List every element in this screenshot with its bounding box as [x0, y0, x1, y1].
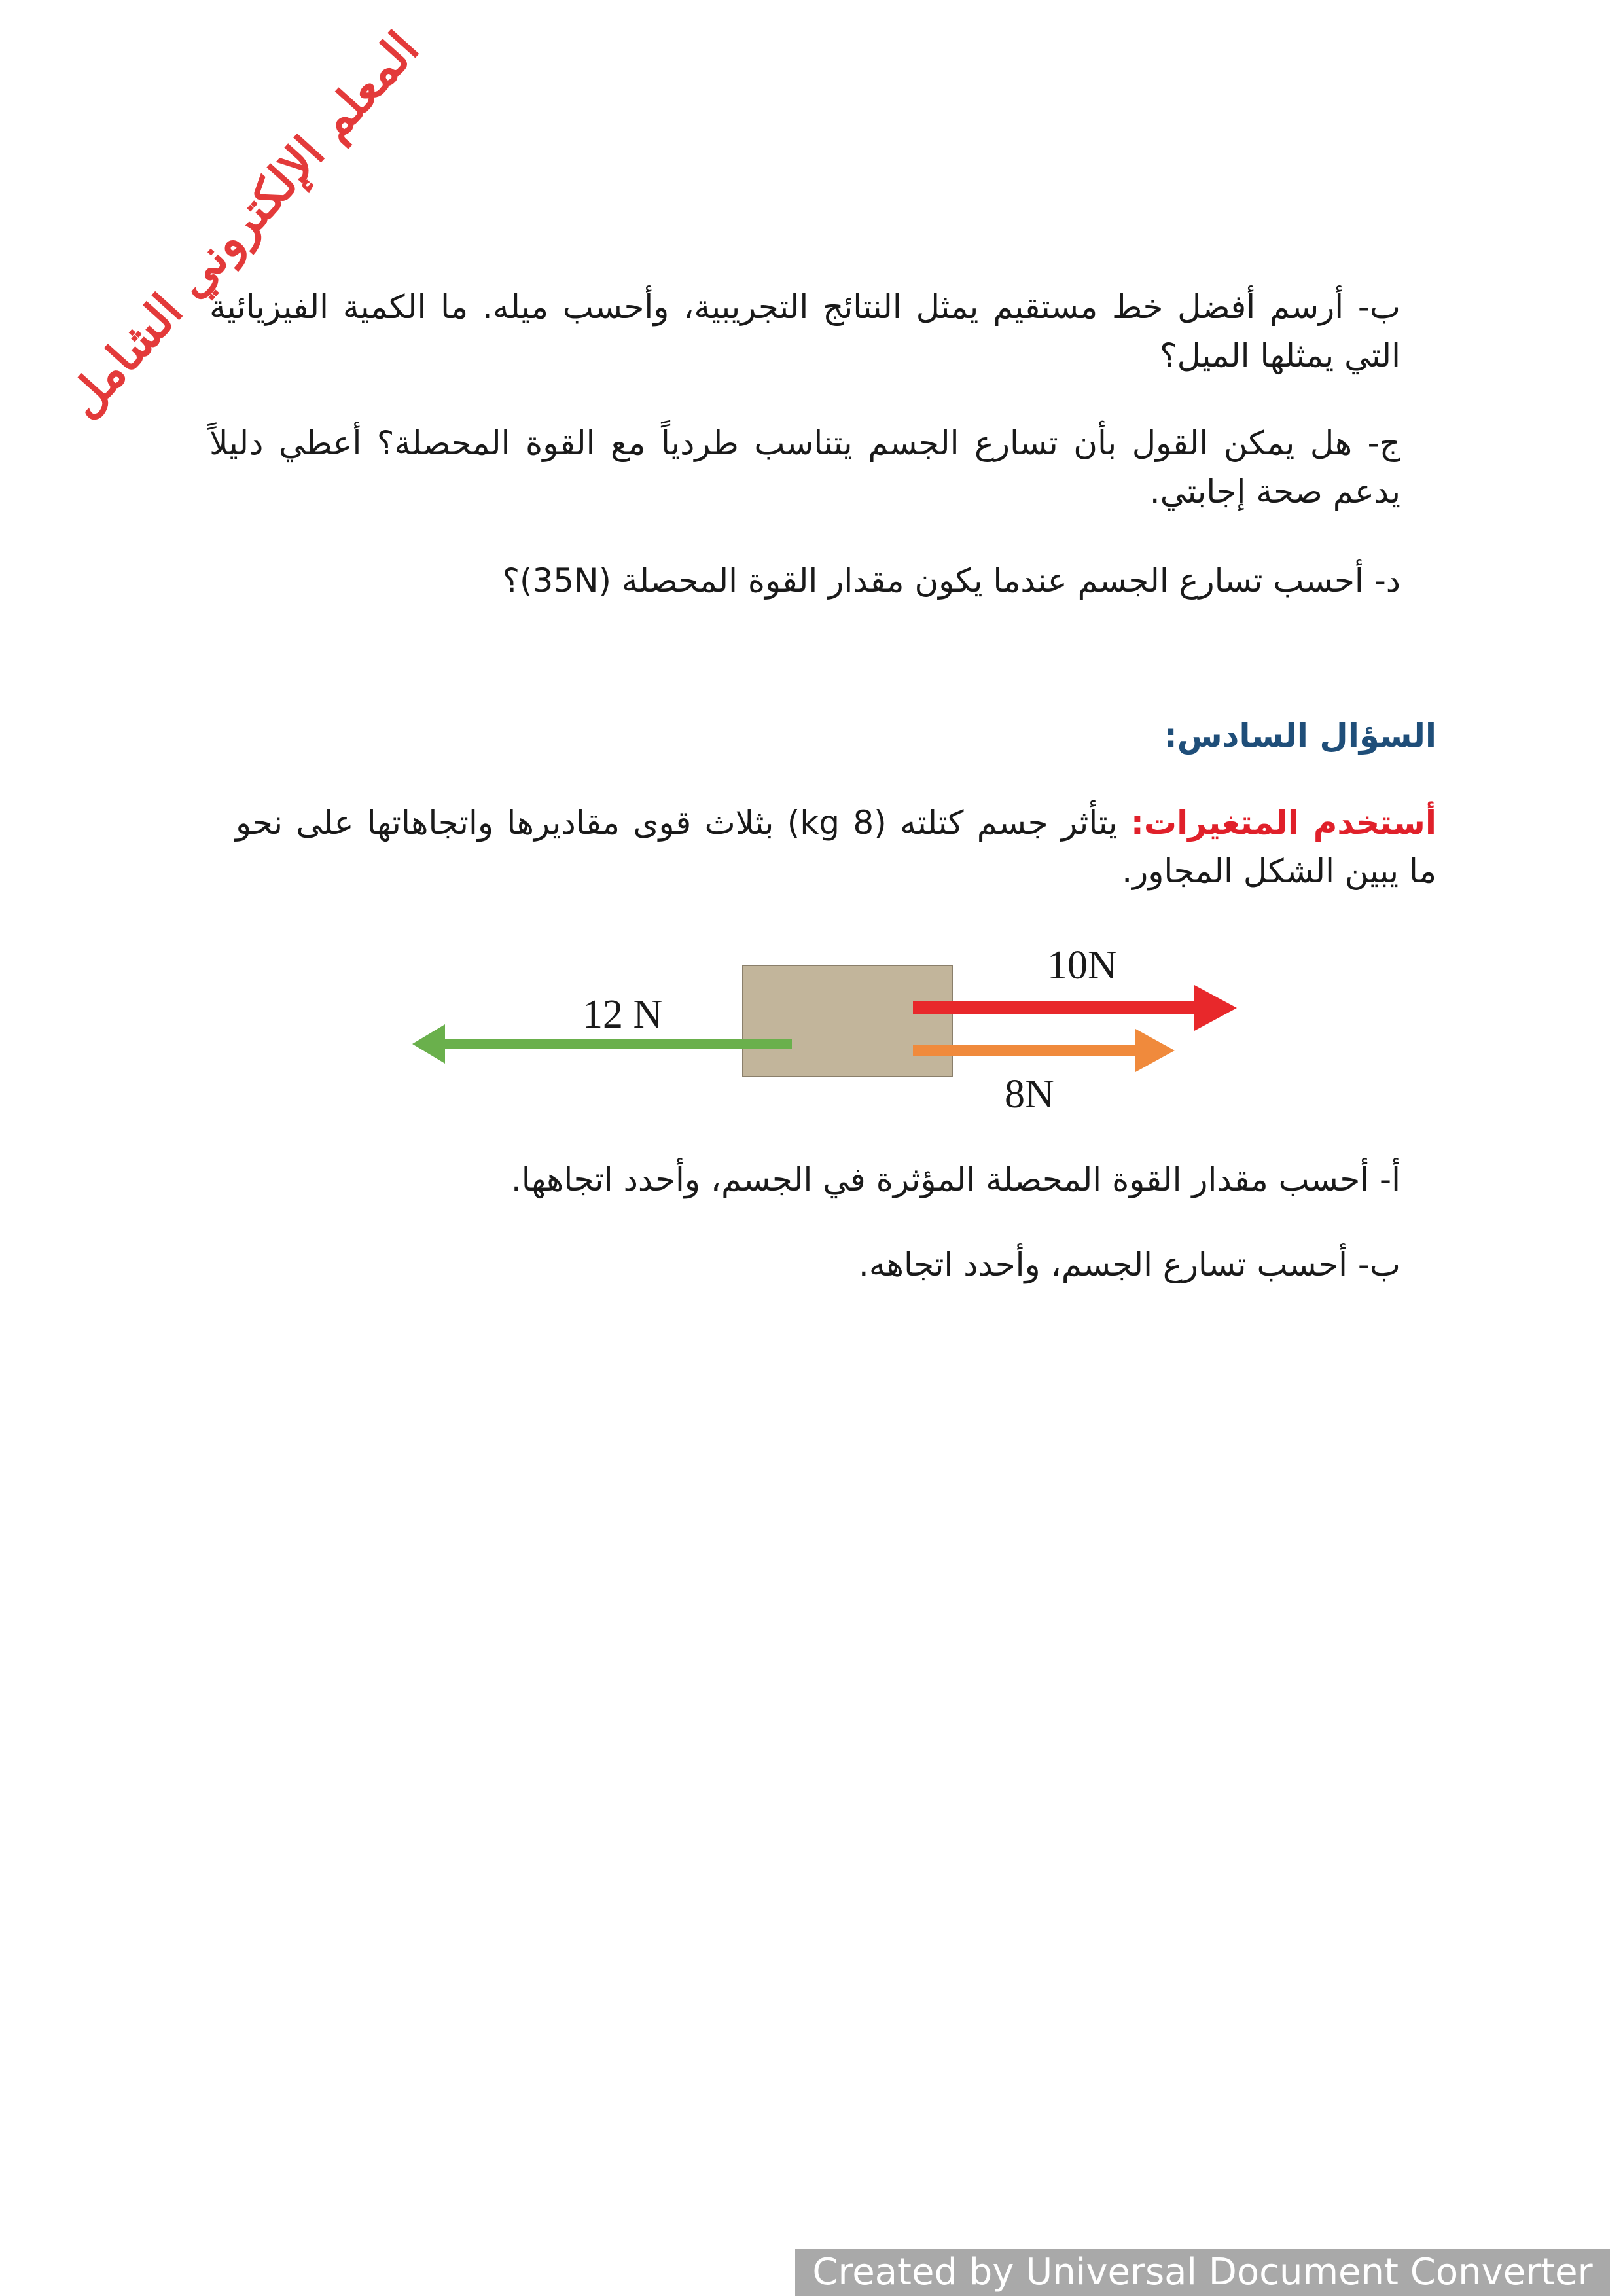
question-b: ب- أرسم أفضل خط مستقيم يمثل النتائج التجريبية، وأحسب ميله. ما الكمية الفيزيائية التي يمثلها الميل؟	[209, 288, 1400, 374]
question-six-a: أ- أحسب مقدار القوة المحصلة المؤثرة في الجسم، وأحدد اتجاهها.	[510, 1160, 1400, 1198]
question-six-title: السؤال السادس:	[1164, 717, 1436, 755]
force-diagram	[393, 936, 1243, 1132]
question-six-prompt	[236, 798, 1436, 895]
force-label-12n: 12 N	[582, 992, 663, 1037]
watermark-text: المعلم الإلكتروني الشامل	[54, 20, 429, 428]
force-label-8n: 8N	[1005, 1072, 1054, 1117]
use-variables-text: يتأثر جسم كتلته (8 kg) بثلاث قوى مقاديرها واتجاهاتها على نحو ما يبين الشكل المجاور.	[236, 804, 1436, 890]
question-six-b: ب- أحسب تسارع الجسم، وأحدد اتجاهه.	[858, 1246, 1400, 1283]
force-arrowhead-10n	[1194, 985, 1237, 1031]
question-d: د- أحسب تسارع الجسم عندما يكون مقدار القوة المحصلة (35N)؟	[502, 562, 1400, 600]
force-label-10n: 10N	[1047, 943, 1117, 988]
converter-footer: Created by Universal Document Converter	[795, 2249, 1610, 2296]
force-arrowhead-8n	[1135, 1029, 1175, 1072]
body-box	[743, 965, 952, 1077]
question-c: ج- هل يمكن القول بأن تسارع الجسم يتناسب طردياً مع القوة المحصلة؟ أعطي دليلاً يدعم صحة إجابتي.	[209, 424, 1400, 511]
force-arrowhead-12n	[412, 1024, 445, 1064]
use-variables-label: أستخدم المتغيرات:	[1130, 804, 1436, 842]
